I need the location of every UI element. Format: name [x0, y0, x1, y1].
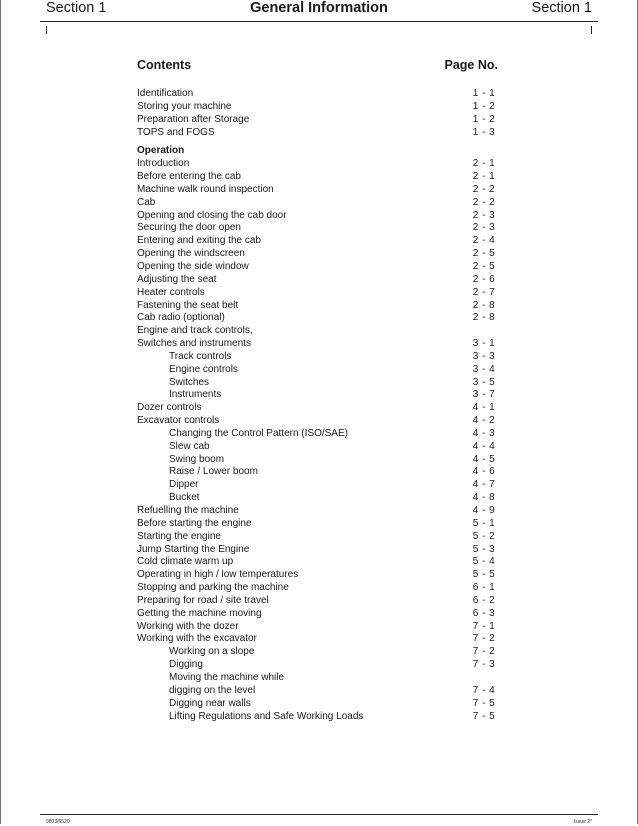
toc-entry-title: Getting the machine moving [137, 607, 262, 619]
toc-entry-page: 5 - 4 [472, 556, 496, 568]
toc-entry-title: Bucket [169, 492, 200, 504]
toc-entry [137, 88, 499, 101]
toc-entry [137, 711, 499, 724]
toc-entry-page: 3 - 4 [472, 363, 496, 375]
toc-entry [137, 300, 499, 313]
toc-entry-title: Track controls [169, 350, 232, 362]
toc-entry-title: Dipper [169, 479, 199, 491]
footer-issue: Issue 2* [573, 819, 592, 825]
toc-entry-title: Opening the side window [137, 260, 249, 272]
toc-entry [137, 402, 499, 415]
toc-title: Contents [137, 58, 192, 72]
toc-entry-page: 2 - 3 [472, 222, 496, 234]
toc-entry [137, 595, 499, 608]
toc-entry-title: Opening the windscreen [137, 248, 245, 260]
toc-entry [137, 698, 499, 711]
header-tick-left [46, 26, 47, 34]
toc-entry [137, 531, 499, 544]
toc-entry [137, 659, 499, 672]
toc-entry-title: Fastening the seat belt [137, 299, 239, 311]
toc-entry-title: Operating in high / low temperatures [137, 569, 299, 581]
toc-entry-title: Cab radio (optional) [137, 312, 225, 324]
toc-entry [137, 114, 499, 127]
toc-entry-page: 1 - 1 [472, 88, 496, 99]
toc-entry [137, 608, 499, 621]
toc-entry [137, 184, 499, 197]
toc-entry [137, 338, 499, 351]
toc-entry-title: Moving the machine while [169, 671, 285, 683]
toc-entry-page: 2 - 1 [472, 158, 496, 170]
toc-entry-page: 6 - 1 [472, 582, 496, 594]
toc-entry-title: Adjusting the seat [137, 273, 217, 285]
toc-entry [137, 127, 499, 140]
toc-entry-page: 4 - 4 [472, 440, 496, 452]
toc-entry [137, 312, 499, 325]
toc-entry [137, 428, 499, 441]
toc-entry-page: 7 - 2 [472, 646, 496, 658]
toc-entry-title: Starting the engine [137, 530, 221, 542]
toc-entry [137, 479, 499, 492]
toc-entry-title: digging on the level [169, 684, 256, 696]
toc-entry-page: 3 - 7 [472, 389, 496, 401]
toc-entry-title: Heater controls [137, 286, 205, 298]
toc-entry-page: 2 - 3 [472, 209, 496, 221]
toc-entry-title: Switches [169, 376, 210, 388]
toc-entry-title: Cab [137, 196, 156, 208]
header-tick-right [591, 26, 592, 34]
toc-entry-page: 4 - 3 [472, 427, 496, 439]
header-section-right: Section 1 [531, 0, 592, 16]
toc-entry-title: Working with the dozer [137, 620, 239, 632]
toc-entry-page: 2 - 2 [472, 196, 496, 208]
toc-entry-page: 2 - 5 [472, 260, 496, 272]
toc-entry-title: Securing the door open [137, 222, 241, 234]
toc-entry-page: 2 - 8 [472, 299, 496, 311]
toc-entry-title: Machine walk round inspection [137, 183, 274, 195]
toc-entry-title: Jump Starting the Engine [137, 543, 250, 555]
footer-doc-number: 9803/6520 [46, 819, 70, 825]
toc-entry [137, 274, 499, 287]
toc-entry-page: 2 - 2 [472, 183, 496, 195]
toc-entry [137, 454, 499, 467]
toc-entry-page: 2 - 5 [472, 248, 496, 260]
table-of-contents [137, 58, 499, 723]
toc-entry-page: 4 - 6 [472, 466, 496, 478]
toc-entry [137, 171, 499, 184]
toc-entry-title: Lifting Regulations and Safe Working Loads [169, 710, 364, 722]
toc-entry [137, 197, 499, 210]
toc-entry-title: Slew cab [169, 440, 210, 452]
toc-entry [137, 518, 499, 531]
toc-entry-title: Refuelling the machine [137, 505, 239, 516]
toc-entry [137, 222, 499, 235]
toc-entry-page: 1 - 2 [472, 100, 496, 112]
toc-entry [137, 569, 499, 582]
toc-entry-title: Identification [137, 88, 194, 99]
toc-entry-title: Operation [137, 145, 185, 157]
toc-entry [137, 556, 499, 569]
toc-entry [137, 377, 499, 390]
toc-entry [137, 621, 499, 634]
toc-entry-title: Working with the excavator [137, 633, 257, 645]
toc-entry-title: Storing your machine [137, 100, 232, 112]
toc-entry [137, 646, 499, 659]
toc-entry [137, 101, 499, 114]
toc-entry-title: Excavator controls [137, 415, 220, 427]
toc-entry [137, 672, 499, 685]
toc-entry-page: 2 - 1 [472, 171, 496, 183]
toc-entry-page: 3 - 1 [472, 338, 496, 350]
toc-entry [137, 210, 499, 223]
toc-entry-page: 2 - 8 [472, 312, 496, 324]
toc-entry [137, 389, 499, 402]
toc-entry-title: Dozer controls [137, 402, 202, 414]
toc-entry-title: Entering and exiting the cab [137, 235, 261, 247]
toc-entry-page: 5 - 2 [472, 530, 496, 542]
toc-entry-title: Preparing for road / site travel [137, 594, 269, 606]
toc-entry-title: TOPS and FOGS [137, 126, 215, 138]
toc-entry-page: 7 - 3 [472, 659, 496, 671]
toc-entry-title: Instruments [169, 389, 222, 401]
toc-entry [137, 441, 499, 454]
page-header [40, 0, 598, 22]
toc-entry-title: Digging [169, 659, 203, 671]
toc-entry [137, 235, 499, 248]
toc-entry [137, 248, 499, 261]
toc-entry-page: 4 - 2 [472, 415, 496, 427]
toc-entry [137, 544, 499, 557]
toc-entry-page: 6 - 2 [472, 594, 496, 606]
toc-entry-page: 4 - 7 [472, 479, 496, 491]
toc-entry-title: Cold climate warm up [137, 556, 234, 568]
toc-entry-page: 2 - 4 [472, 235, 496, 247]
toc-entry-title: Digging near walls [169, 697, 251, 709]
toc-header [137, 58, 499, 80]
toc-entry [137, 582, 499, 595]
toc-entry-page: 2 - 7 [472, 286, 496, 298]
toc-entry [137, 415, 499, 428]
header-section-left: Section 1 [46, 0, 107, 16]
toc-entry-page: 1 - 2 [472, 113, 496, 125]
toc-entry [137, 287, 499, 300]
toc-entry-page: 3 - 3 [472, 350, 496, 362]
toc-body [137, 88, 499, 723]
toc-entry [137, 492, 499, 505]
toc-entry [137, 325, 499, 338]
toc-entry-title: Introduction [137, 158, 190, 170]
toc-entry-title: Before starting the engine [137, 517, 252, 529]
toc-entry-page: 3 - 5 [472, 376, 496, 388]
header-title: General Information [250, 0, 388, 16]
toc-entry-title: Changing the Control Pattern (ISO/SAE) [169, 427, 348, 439]
toc-entry-title: Before entering the cab [137, 171, 241, 183]
toc-entry-page: 2 - 6 [472, 273, 496, 285]
toc-entry-title: Switches and instruments [137, 338, 251, 350]
toc-entry-page: 6 - 3 [472, 607, 496, 619]
toc-entry-page: 7 - 2 [472, 633, 496, 645]
toc-entry [137, 685, 499, 698]
toc-entry-page: 4 - 8 [472, 492, 496, 504]
toc-entry [137, 158, 499, 171]
toc-entry-page: 4 - 9 [472, 505, 496, 516]
toc-entry [137, 261, 499, 274]
toc-entry-title: Engine controls [169, 363, 238, 375]
toc-entry-page: 7 - 4 [472, 684, 496, 696]
toc-entry [137, 633, 499, 646]
toc-entry-page: 4 - 1 [472, 402, 496, 414]
toc-entry-page: 5 - 1 [472, 517, 496, 529]
toc-entry-page: 5 - 5 [472, 569, 496, 581]
toc-section-heading [137, 145, 499, 158]
toc-entry-page: 1 - 3 [472, 126, 496, 138]
toc-entry-title: Working on a slope [169, 646, 255, 658]
toc-entry-page: 4 - 5 [472, 453, 496, 465]
toc-entry-page: 7 - 5 [472, 710, 496, 722]
toc-entry-title: Opening and closing the cab door [137, 209, 287, 221]
toc-entry-title: Preparation after Storage [137, 113, 250, 125]
toc-entry [137, 466, 499, 479]
page-footer [40, 814, 598, 825]
toc-entry [137, 505, 499, 518]
toc-entry-title: Stopping and parking the machine [137, 582, 289, 594]
toc-page-label: Page No. [444, 58, 498, 72]
toc-entry-title: Raise / Lower boom [169, 466, 258, 478]
toc-entry-page: 5 - 3 [472, 543, 496, 555]
toc-entry [137, 364, 499, 377]
toc-entry [137, 351, 499, 364]
toc-entry-title: Engine and track controls, [137, 325, 253, 337]
toc-entry-page: 7 - 5 [472, 697, 496, 709]
toc-entry-title: Swing boom [169, 453, 225, 465]
toc-entry-page: 7 - 1 [472, 620, 496, 632]
